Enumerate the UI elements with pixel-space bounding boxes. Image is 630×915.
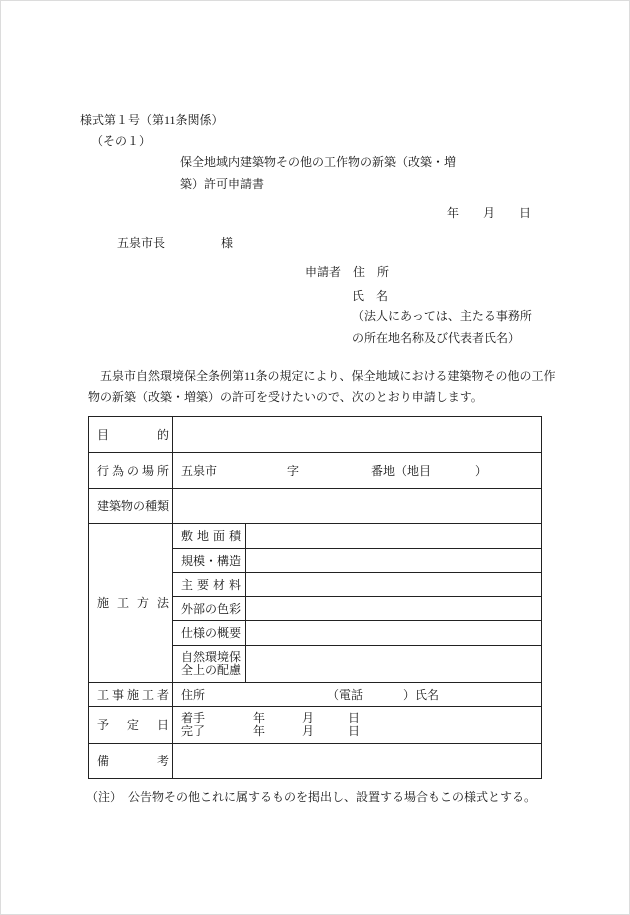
building-type-value-cell (173, 489, 542, 524)
method-item-cell (173, 646, 246, 683)
application-table (88, 416, 542, 779)
label-glyph: の (205, 626, 218, 640)
corporation-note-line-1: （法人にあっては、主たる事務所 (352, 309, 532, 323)
remarks-value-cell (173, 744, 542, 779)
contractor-name: ）氏名 (403, 687, 440, 702)
method-value-cell (246, 573, 542, 597)
row-schedule (89, 707, 542, 744)
label-glyph: 法 (156, 596, 169, 610)
remarks-label (97, 754, 169, 768)
label-glyph: 構 (217, 553, 230, 568)
label-glyph: 規 (181, 553, 194, 568)
label-glyph: の (126, 463, 139, 478)
label-glyph: 積 (228, 529, 241, 543)
label-glyph: 為 (111, 463, 124, 478)
label-glyph: 料 (228, 577, 241, 592)
label-glyph: 備 (97, 754, 110, 768)
method-item-environment-consideration: 自然環境保全上の配慮 (181, 650, 242, 677)
honorific: 様 (221, 236, 234, 250)
label-glyph: 模 (193, 553, 206, 568)
method-value-cell (246, 646, 542, 683)
schedule-end-month: 月 (302, 724, 315, 738)
label-glyph: 物 (121, 499, 134, 513)
label-glyph: 工 (116, 596, 129, 610)
method-item-cell (173, 549, 246, 573)
date-line: 年 月 日 (447, 206, 532, 220)
label-glyph: 色 (217, 601, 230, 616)
location-lot: 番地（地目 (371, 463, 432, 478)
label-glyph: 地 (196, 529, 209, 543)
schedule-end-label: 完了 (181, 724, 206, 738)
label-glyph: の (205, 601, 218, 616)
contractor-label-cell (89, 683, 173, 707)
form-title-line-1: 保全地域内建築物その他の工作物の新築（改築・増 (180, 155, 457, 169)
schedule-label-cell (89, 707, 173, 744)
label-glyph: 種 (145, 499, 158, 513)
row-remarks (89, 744, 542, 779)
label-glyph: 類 (157, 499, 170, 513)
row-building-type (89, 489, 542, 524)
label-glyph: 考 (156, 754, 169, 768)
contractor-label (97, 688, 169, 702)
label-glyph: 築 (109, 499, 122, 513)
schedule-start-label: 着手 (181, 711, 206, 725)
label-glyph: 者 (156, 687, 169, 702)
row-contractor (89, 683, 542, 707)
location-label-cell (89, 453, 173, 489)
purpose-label (97, 428, 169, 442)
building-type-label-cell (89, 489, 173, 524)
form-title-line-2: 築）許可申請書 (180, 177, 265, 191)
method-label-cell (89, 524, 173, 683)
label-glyph: ・ (205, 553, 218, 568)
purpose-label-cell (89, 417, 173, 453)
label-glyph: 予 (97, 718, 110, 732)
method-item-site-area (181, 529, 241, 543)
label-glyph: 場 (141, 463, 154, 478)
method-item-cell (173, 597, 246, 621)
label-glyph: 概 (217, 626, 230, 640)
label-glyph: 様 (193, 626, 206, 640)
schedule-start-year: 年 (253, 711, 266, 725)
label-glyph: 的 (156, 427, 169, 442)
row-location (89, 453, 542, 489)
label-glyph: 外 (181, 601, 194, 616)
applicant-name-label: 氏 名 (352, 289, 389, 303)
method-item-cell (173, 621, 246, 646)
corporation-note-line-2: の所在地名称及び代表者氏名） (352, 331, 521, 345)
contractor-phone: （電話 (327, 687, 364, 702)
label-glyph: 面 (212, 529, 225, 543)
location-value-cell (173, 453, 542, 489)
method-value-cell (246, 621, 542, 646)
location-lot-close: ） (475, 463, 488, 478)
label-glyph: 事 (111, 687, 124, 702)
label-glyph: 所 (156, 463, 169, 478)
statement-line-1: 五泉市自然環境保全条例第11条の規定により、保全地域における建築物その他の工作 (100, 369, 556, 383)
row-purpose (89, 417, 542, 453)
label-glyph: 施 (126, 687, 139, 702)
method-item-spec-summary (181, 626, 241, 640)
contractor-line (181, 688, 533, 702)
method-value-cell (246, 524, 542, 549)
schedule-end-day: 日 (348, 724, 361, 738)
row-method-site-area (89, 524, 542, 549)
remarks-label-cell (89, 744, 173, 779)
method-label (97, 596, 169, 610)
applicant-address-label: 住 所 (353, 265, 390, 279)
note-label: （注） (86, 790, 123, 804)
schedule-start-day: 日 (348, 711, 361, 725)
label-glyph: 行 (97, 463, 110, 478)
statement-line-2: 物の新築（改築・増築）の許可を受けたいので、次のとおり申請します。 (88, 390, 483, 404)
method-value-cell (246, 597, 542, 621)
form-number: 様式第１号（第11条関係） (80, 113, 224, 127)
label-glyph: 日 (156, 718, 169, 732)
label-glyph: 目 (97, 427, 110, 442)
location-line (181, 464, 533, 478)
method-item-main-materials (181, 578, 241, 592)
label-glyph: 敷 (181, 529, 194, 543)
form-sub-number: （その１） (91, 134, 152, 148)
label-glyph: 建 (97, 499, 110, 513)
label-glyph: 彩 (229, 601, 242, 616)
label-glyph: 要 (229, 626, 242, 640)
label-glyph: の (133, 499, 146, 513)
location-aza: 字 (287, 463, 300, 478)
label-glyph: 要 (196, 577, 209, 592)
label-glyph: 工 (141, 687, 154, 702)
label-glyph: 造 (229, 553, 242, 568)
label-glyph: 仕 (181, 626, 194, 640)
note-text: 公告物その他これに属するものを掲出し、設置する場合もこの様式とする。 (128, 790, 537, 804)
location-city: 五泉市 (181, 463, 218, 478)
schedule-label (97, 718, 169, 732)
addressee: 五泉市長 (117, 236, 166, 250)
location-label (97, 464, 169, 478)
schedule-end-line (181, 725, 533, 738)
method-value-cell (246, 549, 542, 573)
label-glyph: 施 (97, 596, 110, 610)
contractor-address: 住所 (181, 687, 206, 702)
schedule-start-month: 月 (302, 711, 315, 725)
method-item-cell (173, 573, 246, 597)
label-glyph: 主 (181, 577, 194, 592)
purpose-value-cell (173, 417, 542, 453)
method-item-exterior-color (181, 602, 241, 616)
contractor-value-cell (173, 683, 542, 707)
label-glyph: 方 (136, 596, 149, 610)
label-glyph: 部 (193, 601, 206, 616)
label-glyph: 定 (126, 718, 139, 732)
label-glyph: 工 (97, 687, 110, 702)
applicant-label: 申請者 (305, 265, 342, 279)
schedule-end-year: 年 (253, 724, 266, 738)
schedule-value-cell (173, 707, 542, 744)
method-item-scale-structure (181, 554, 241, 568)
method-item-cell (173, 524, 246, 549)
label-glyph: 材 (212, 577, 225, 592)
building-type-label (97, 499, 169, 513)
